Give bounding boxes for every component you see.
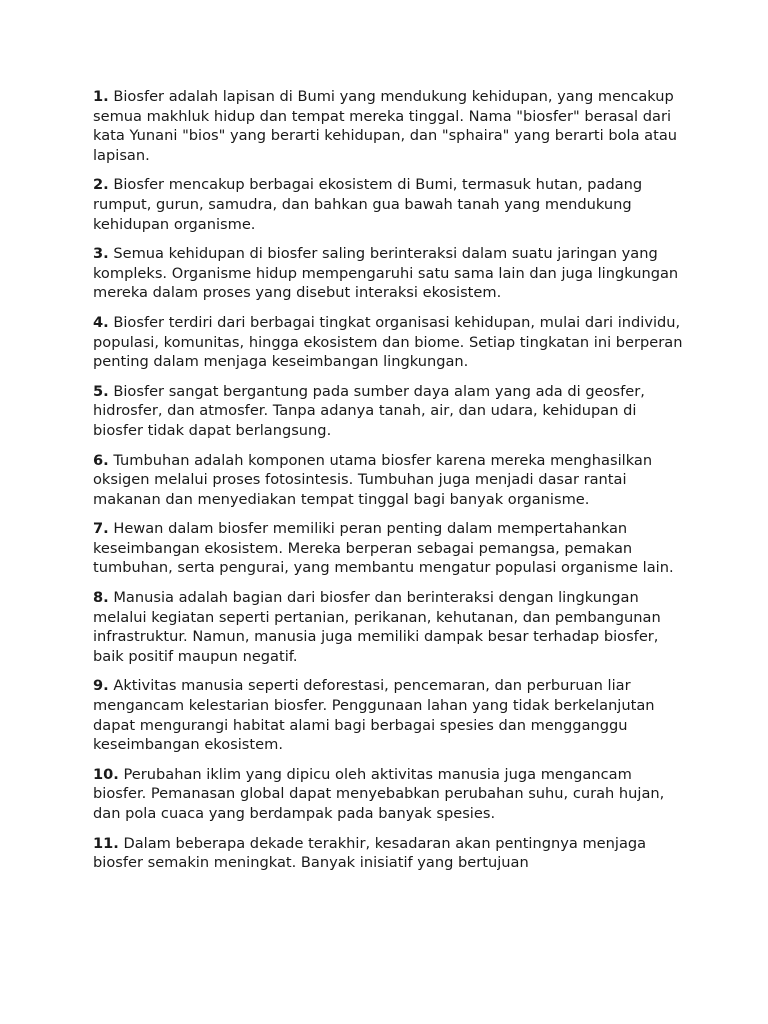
paragraph-text: Semua kehidupan di biosfer saling berinteraksi dalam suatu jaringan yang kompleks. Organisme hidup mempengaruhi satu sama lain dan juga lingkungan mereka dalam proses yang disebut interaksi ekosistem.	[93, 245, 679, 302]
paragraph-2	[93, 175, 683, 234]
paragraph-number: 5.	[93, 382, 109, 400]
paragraph-text: Biosfer sangat bergantung pada sumber daya alam yang ada di geosfer, hidrosfer, dan atmosfer. Tanpa adanya tanah, air, dan udara, kehidupan di biosfer tidak dapat berlangsung.	[93, 382, 645, 439]
paragraph-8	[93, 588, 683, 666]
paragraph-text: Manusia adalah bagian dari biosfer dan berinteraksi dengan lingkungan melalui kegiatan seperti pertanian, perikanan, kehutanan, dan pembangunan infrastruktur. Namun, manusia juga memiliki dampak besar terhadap biosfer, baik positif maupun negatif.	[93, 589, 661, 665]
paragraph-text: Dalam beberapa dekade terakhir, kesadaran akan pentingnya menjaga biosfer semakin meningkat. Banyak inisiatif yang bertujuan	[93, 834, 647, 872]
paragraph-text: Tumbuhan adalah komponen utama biosfer karena mereka menghasilkan oksigen melalui proses fotosintesis. Tumbuhan juga menjadi dasar rantai makanan dan menyediakan tempat tinggal bagi banyak organisme.	[93, 451, 653, 508]
paragraph-number: 9.	[93, 677, 109, 695]
paragraph-number: 1.	[93, 88, 109, 105]
paragraph-5	[93, 382, 683, 441]
paragraph-4	[93, 313, 683, 372]
paragraph-number: 10.	[93, 765, 119, 783]
paragraph-number: 7.	[93, 520, 109, 538]
paragraph-number: 2.	[93, 176, 109, 194]
paragraph-7	[93, 519, 683, 578]
paragraph-number: 11.	[93, 834, 119, 852]
paragraph-3	[93, 244, 683, 303]
paragraph-text: Biosfer terdiri dari berbagai tingkat organisasi kehidupan, mulai dari individu, populasi, komunitas, hingga ekosistem dan biome. Setiap tingkatan ini berperan penting dalam menjaga keseimbangan lingkungan.	[93, 313, 683, 371]
paragraph-1	[93, 87, 683, 165]
paragraph-6	[93, 451, 683, 510]
paragraph-text: Hewan dalam biosfer memiliki peran penting dalam mempertahankan keseimbangan ekosistem. Mereka berperan sebagai pemangsa, pemakan tumbuhan, serta pengurai, yang membantu mengatur populasi organisme lain.	[93, 520, 674, 577]
paragraph-text: Biosfer mencakup berbagai ekosistem di Bumi, termasuk hutan, padang rumput, gurun, samudra, dan bahkan gua bawah tanah yang mendukung kehidupan organisme.	[93, 176, 643, 233]
paragraph-number: 6.	[93, 451, 109, 469]
paragraph-text: Aktivitas manusia seperti deforestasi, pencemaran, dan perburuan liar mengancam kelestarian biosfer. Penggunaan lahan yang tidak berkelanjutan dapat mengurangi habitat alami bagi berbagai spesies dan mengganggu keseimbangan ekosistem.	[93, 677, 655, 754]
paragraph-text: Biosfer adalah lapisan di Bumi yang mendukung kehidupan, yang mencakup semua makhluk hidup dan tempat mereka tinggal. Nama "biosfer" berasal dari kata Yunani "bios" yang berarti kehidupan, dan "sphaira" yang berarti bola atau lapisan.	[93, 88, 678, 164]
paragraph-number: 3.	[93, 245, 109, 263]
paragraph-number: 4.	[93, 313, 109, 331]
paragraph-9	[93, 676, 683, 754]
paragraph-10	[93, 765, 683, 824]
paragraph-11	[93, 834, 683, 873]
paragraph-number: 8.	[93, 589, 109, 607]
paragraph-text: Perubahan iklim yang dipicu oleh aktivitas manusia juga mengancam biosfer. Pemanasan global dapat menyebabkan perubahan suhu, curah hujan, dan pola cuaca yang berdampak pada banyak spesies.	[93, 765, 665, 822]
document-page	[93, 87, 683, 883]
